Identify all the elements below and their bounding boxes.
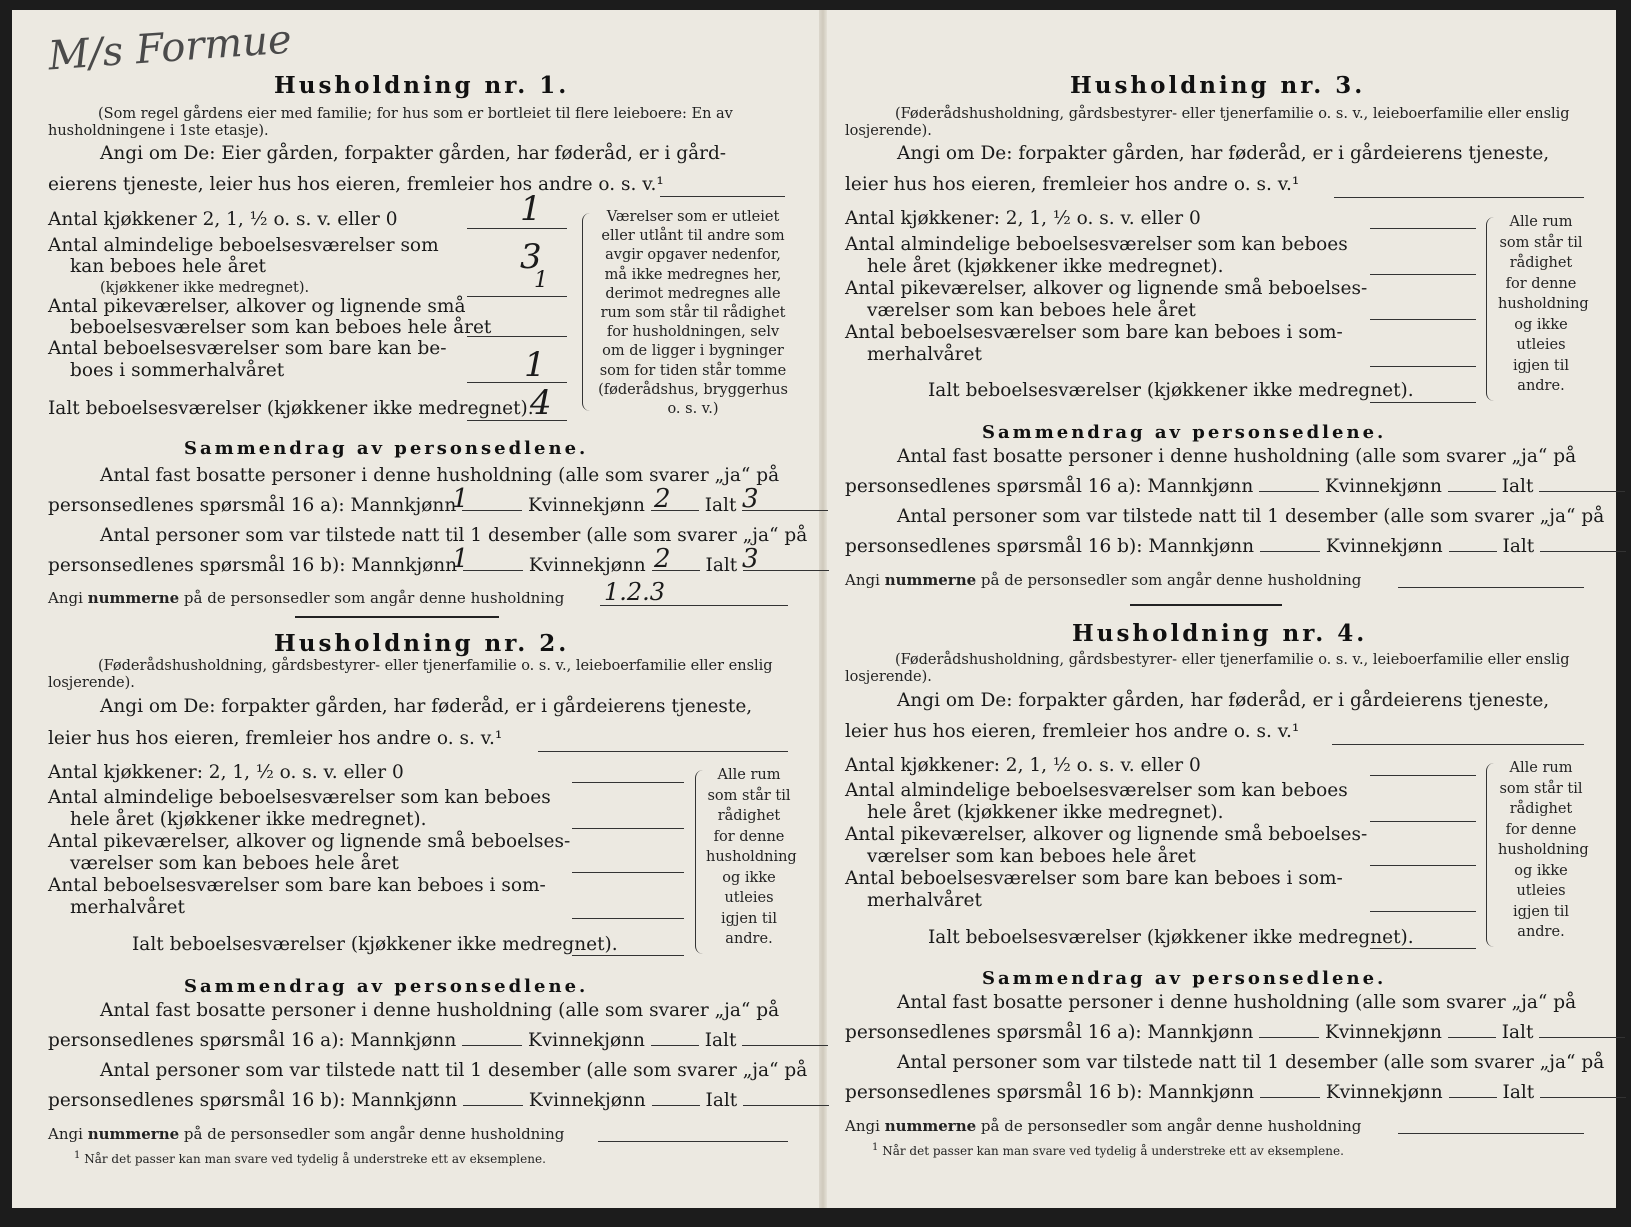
household-1-summary-title: Sammendrag av personsedlene. (184, 438, 589, 459)
household-2-q16b-line1: Antal personer som var tilstede natt til 1 desember (alle som svarer „ja“ på (100, 1060, 808, 1081)
household-2-summary-title: Sammendrag av personsedlene. (184, 976, 589, 997)
household-2-q16a-line1: Antal fast bosatte personer i denne husholdning (alle som svarer „ja“ på (100, 1000, 780, 1021)
household-3-q16b-line2: personsedlenes spørsmål 16 b): Mannkjønn Kvinnekjønn Ialt (845, 536, 1626, 557)
household-4-side-note: Alle rum som står til rådighet for denne husholdning og ikke utleies igjen til andre. (1498, 760, 1589, 940)
household-3-row-rooms: Antal almindelige beboelsesværelser som kan beboes (845, 234, 1348, 255)
household-3-q16b-line1: Antal personer som var tilstede natt til 1 desember (alle som svarer „ja“ på (897, 506, 1605, 527)
household-1-16a-female: 2 (654, 484, 671, 514)
household-1-row-summer-2: boes i sommerhalvåret (70, 360, 285, 381)
household-4-row-rooms-2: hele året (kjøkkener ikke medregnet). (867, 802, 1224, 823)
household-3-angi-line1: Angi om De: forpakter gården, har føderåd, er i gårdeierens tjeneste, (897, 143, 1550, 164)
household-4-q16b-line1: Antal personer som var tilstede natt til 1 desember (alle som svarer „ja“ på (897, 1052, 1605, 1073)
household-3-brace (1486, 217, 1494, 401)
household-2-row-summer-2: merhalvåret (70, 897, 185, 918)
household-4-q16a-line1: Antal fast bosatte personer i denne husholdning (alle som svarer „ja“ på (897, 992, 1577, 1013)
household-3-row-rooms-2: hele året (kjøkkener ikke medregnet). (867, 256, 1224, 277)
household-4-summary-title: Sammendrag av personsedlene. (982, 968, 1387, 989)
household-3-row-small-rooms: Antal pikeværelser, alkover og lignende små beboelses- (845, 278, 1368, 299)
household-1-16b-male: 1 (452, 544, 469, 574)
household-4-row-small-rooms-2: værelser som kan beboes hele året (867, 846, 1196, 867)
household-2-side-note: Alle rum som står til rådighet for denne husholdning og ikke utleies igjen til andre. (706, 767, 797, 947)
household-3-q16a-line2: personsedlenes spørsmål 16 a): Mannkjønn Kvinnekjønn Ialt (845, 476, 1625, 497)
household-2-brace (695, 770, 703, 954)
household-2-nummerne: Angi nummerne på de personsedler som angår denne husholdning (48, 1125, 565, 1143)
household-4-row-summer: Antal beboelsesværelser som bare kan beboes i som- (845, 868, 1343, 889)
household-2-row-rooms: Antal almindelige beboelsesværelser som kan beboes (48, 787, 551, 808)
household-1-nummerne: Angi nummerne på de personsedler som angår denne husholdning (48, 589, 565, 607)
household-2-q16b-line2: personsedlenes spørsmål 16 b): Mannkjønn Kvinnekjønn Ialt (48, 1090, 829, 1111)
household-1-16a-total: 3 (742, 484, 759, 514)
household-1-note: (Som regel gårdens eier med familie; for hus som er bortleiet til flere leieboere: En av husholdningene i 1ste etasje). (48, 106, 733, 139)
household-3-row-kitchens: Antal kjøkkener: 2, 1, ½ o. s. v. eller 0 (845, 208, 1201, 229)
household-1-q16b-line2: personsedlenes spørsmål 16 b): Mannkjønn Kvinnekjønn Ialt (48, 555, 829, 576)
household-1-row-kitchens: Antal kjøkkener 2, 1, ½ o. s. v. eller 0 (48, 209, 398, 230)
household-1-summer-value: 1 (524, 345, 546, 385)
household-1-row-rooms-note: (kjøkkener ikke medregnet). (100, 280, 310, 296)
household-2-note: (Føderådshusholdning, gårdsbestyrer- eller tjenerfamilie o. s. v., leieboerfamilie eller enslig losjerende). (48, 658, 773, 691)
household-4-title: Husholdning nr. 4. (1072, 620, 1368, 647)
household-3-summary-title: Sammendrag av personsedlene. (982, 422, 1387, 443)
household-3-note: (Føderådshusholdning, gårdsbestyrer- eller tjenerfamilie o. s. v., leieboerfamilie eller enslig losjerende). (845, 106, 1570, 139)
household-4-angi-line2: leier hus hos eieren, fremleier hos andre o. s. v.¹ (845, 721, 1300, 742)
household-3-row-summer: Antal beboelsesværelser som bare kan beboes i som- (845, 322, 1343, 343)
household-1-row-rooms-2: kan beboes hele året (70, 256, 266, 277)
household-2-row-summer: Antal beboelsesværelser som bare kan beboes i som- (48, 875, 546, 896)
household-1-kitchens-value: 1 (520, 189, 542, 229)
household-1-angi-line2: eierens tjeneste, leier hus hos eieren, fremleier hos andre o. s. v.¹ (48, 174, 664, 195)
household-1-side-note: Værelser som er utleiet eller utlånt til andre som avgir opgaver nedenfor, må ikke medregnes her, derimot medregnes alle rum som står til rådighet for husholdningen, selv om de ligger i bygninger som for tiden står tomme (føderådshus, bryggerhus o. s. v.) (598, 209, 788, 418)
household-1-row-rooms: Antal almindelige beboelsesværelser som (48, 235, 439, 256)
household-4-q16a-line2: personsedlenes spørsmål 16 a): Mannkjønn Kvinnekjønn Ialt (845, 1022, 1625, 1043)
household-3-row-summer-2: merhalvåret (867, 344, 982, 365)
household-4-row-small-rooms: Antal pikeværelser, alkover og lignende små beboelses- (845, 824, 1368, 845)
household-1-16b-total: 3 (742, 544, 759, 574)
household-4-row-summer-2: merhalvåret (867, 890, 982, 911)
household-1-total-rooms-value: 4 (530, 383, 552, 423)
household-3-title: Husholdning nr. 3. (1070, 72, 1366, 99)
handwritten-annotation: M/s Formue (46, 16, 294, 80)
household-1-q16b-line1: Antal personer som var tilstede natt til 1 desember (alle som svarer „ja“ på (100, 525, 808, 546)
household-4-brace (1486, 763, 1494, 947)
household-3-angi-line2: leier hus hos eieren, fremleier hos andre o. s. v.¹ (845, 174, 1300, 195)
household-4-nummerne: Angi nummerne på de personsedler som angår denne husholdning (845, 1117, 1362, 1135)
household-3-ialt-rooms: Ialt beboelsesværelser (kjøkkener ikke medregnet). (928, 380, 1414, 401)
household-1-row-small-rooms: Antal pikeværelser, alkover og lignende små (48, 296, 466, 317)
household-1-row-small-rooms-2: beboelsesværelser som kan beboes hele året (70, 317, 492, 338)
household-1-ialt-rooms: Ialt beboelsesværelser (kjøkkener ikke medregnet). (48, 398, 534, 419)
household-1-brace (582, 213, 590, 411)
household-3-q16a-line1: Antal fast bosatte personer i denne husholdning (alle som svarer „ja“ på (897, 446, 1577, 467)
household-4-angi-line1: Angi om De: forpakter gården, har føderåd, er i gårdeierens tjeneste, (897, 690, 1550, 711)
household-3-nummerne: Angi nummerne på de personsedler som angår denne husholdning (845, 571, 1362, 589)
household-2-title: Husholdning nr. 2. (274, 630, 570, 657)
household-4-row-rooms: Antal almindelige beboelsesværelser som kan beboes (845, 780, 1348, 801)
household-2-row-small-rooms-2: værelser som kan beboes hele året (70, 853, 399, 874)
household-4-note: (Føderådshusholdning, gårdsbestyrer- eller tjenerfamilie o. s. v., leieboerfamilie eller enslig losjerende). (845, 652, 1570, 685)
household-1-numbers-value: 1.2.3 (604, 578, 666, 606)
household-2-angi-line2: leier hus hos eieren, fremleier hos andre o. s. v.¹ (48, 728, 503, 749)
household-1-angi-line1: Angi om De: Eier gården, forpakter gården, har føderåd, er i gård- (100, 143, 727, 164)
household-1-16b-female: 2 (654, 544, 671, 574)
footnote-left: $^1$ Når det passer kan man svare ved tydelig å understreke ett av eksemplene. (74, 1150, 546, 1166)
household-1-row-summer: Antal beboelsesværelser som bare kan be- (48, 338, 447, 359)
household-3-side-note: Alle rum som står til rådighet for denne husholdning og ikke utleies igjen til andre. (1498, 214, 1589, 394)
household-1-rooms-value: 3 (520, 237, 542, 277)
household-2-ialt-rooms: Ialt beboelsesværelser (kjøkkener ikke medregnet). (132, 934, 618, 955)
page-fold (819, 10, 827, 1208)
footnote-right: $^1$ Når det passer kan man svare ved tydelig å understreke ett av eksemplene. (872, 1142, 1344, 1158)
household-1-title: Husholdning nr. 1. (274, 72, 570, 99)
household-4-ialt-rooms: Ialt beboelsesværelser (kjøkkener ikke medregnet). (928, 927, 1414, 948)
household-2-row-rooms-2: hele året (kjøkkener ikke medregnet). (70, 809, 427, 830)
household-4-row-kitchens: Antal kjøkkener: 2, 1, ½ o. s. v. eller 0 (845, 755, 1201, 776)
household-1-small-rooms-value: 1 (534, 268, 548, 293)
census-form-sheet (12, 10, 1616, 1208)
household-1-q16a-line2: personsedlenes spørsmål 16 a): Mannkjønn Kvinnekjønn Ialt (48, 495, 828, 516)
household-1-q16a-line1: Antal fast bosatte personer i denne husholdning (alle som svarer „ja“ på (100, 465, 780, 486)
household-4-q16b-line2: personsedlenes spørsmål 16 b): Mannkjønn Kvinnekjønn Ialt (845, 1082, 1626, 1103)
household-2-row-kitchens: Antal kjøkkener: 2, 1, ½ o. s. v. eller 0 (48, 762, 404, 783)
household-2-angi-line1: Angi om De: forpakter gården, har føderåd, er i gårdeierens tjeneste, (100, 696, 753, 717)
household-1-16a-male: 1 (452, 484, 469, 514)
household-2-row-small-rooms: Antal pikeværelser, alkover og lignende små beboelses- (48, 831, 571, 852)
household-2-q16a-line2: personsedlenes spørsmål 16 a): Mannkjønn Kvinnekjønn Ialt (48, 1030, 828, 1051)
household-3-row-small-rooms-2: værelser som kan beboes hele året (867, 300, 1196, 321)
